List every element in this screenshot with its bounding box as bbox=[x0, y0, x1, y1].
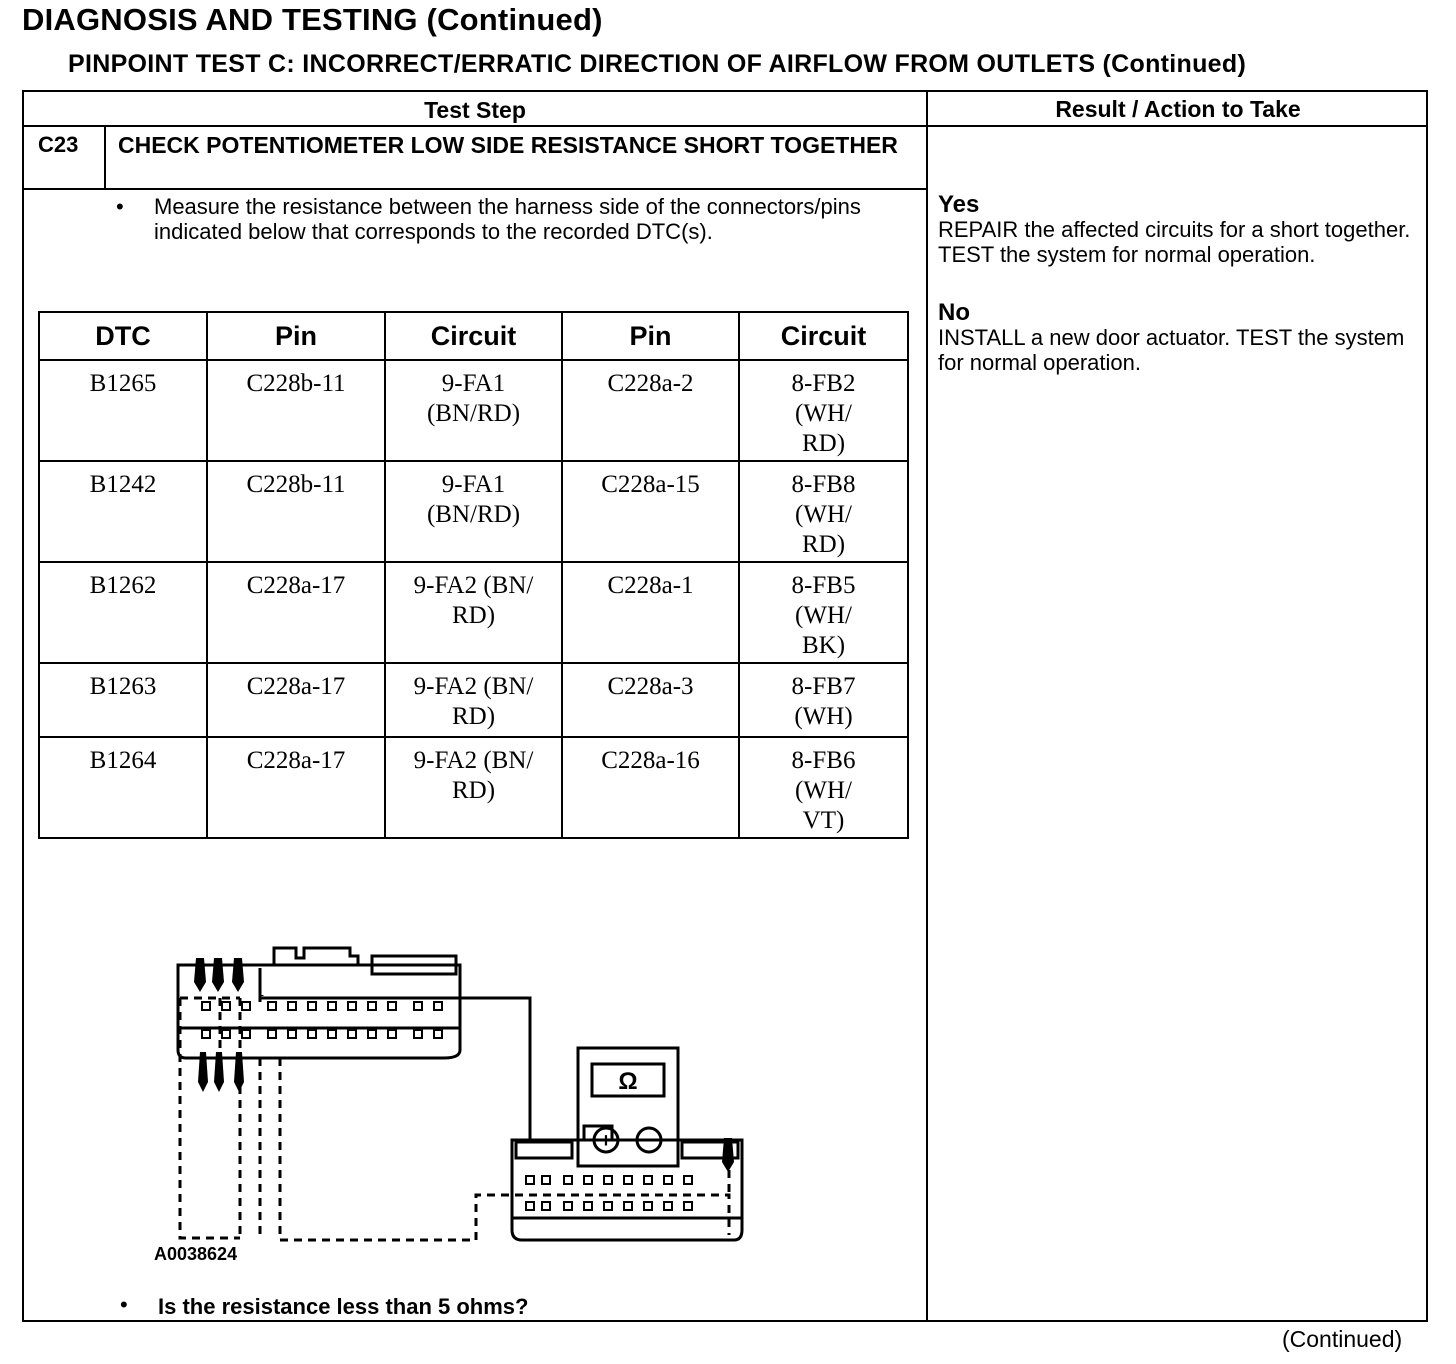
yes-label: Yes bbox=[938, 191, 980, 218]
instruction-text: Measure the resistance between the harness side of the connectors/pins indicated below that corresponds to the recorded DTC(s). bbox=[154, 194, 861, 244]
plus-symbol: + bbox=[600, 1130, 612, 1152]
solid-wire-plus bbox=[260, 996, 594, 1140]
result-no bbox=[938, 300, 1418, 375]
cell-pin: C228a-17 bbox=[207, 562, 385, 663]
cell-pin-2: C228a-16 bbox=[562, 737, 739, 838]
header-circuit-2: Circuit bbox=[739, 312, 908, 360]
cell-dtc: B1262 bbox=[39, 562, 207, 663]
cell-circuit: 9-FA2 (BN/ RD) bbox=[385, 737, 562, 838]
cell-pin: C228b-11 bbox=[207, 360, 385, 461]
table-row bbox=[39, 461, 908, 562]
header-circuit: Circuit bbox=[385, 312, 562, 360]
no-text: INSTALL a new door actuator. TEST the system for normal operation. bbox=[938, 325, 1405, 375]
probe-tip bbox=[232, 958, 244, 992]
step-code: C23 bbox=[38, 132, 79, 157]
cell-pin-2: C228a-2 bbox=[562, 360, 739, 461]
cell-circuit: 9-FA2 (BN/ RD) bbox=[385, 663, 562, 737]
cell-circuit-2: 8-FB6 (WH/ VT) bbox=[739, 737, 908, 838]
cell-circuit-2: 8-FB8 (WH/ RD) bbox=[739, 461, 908, 562]
cell-circuit: 9-FA2 (BN/ RD) bbox=[385, 562, 562, 663]
question-bullet: • bbox=[120, 1292, 128, 1317]
dtc-table bbox=[38, 311, 909, 839]
table-header-row bbox=[39, 312, 908, 360]
instruction-bullet: • bbox=[116, 194, 124, 219]
page-title: DIAGNOSIS AND TESTING (Continued) bbox=[22, 2, 603, 37]
cell-circuit-2: 8-FB7 (WH) bbox=[739, 663, 908, 737]
cell-circuit: 9-FA1 (BN/RD) bbox=[385, 360, 562, 461]
cell-dtc: B1265 bbox=[39, 360, 207, 461]
table-row bbox=[39, 737, 908, 838]
dashed-wire-3 bbox=[280, 1058, 729, 1240]
minus-symbol: − bbox=[643, 1130, 655, 1152]
probe-tip bbox=[212, 958, 224, 992]
table-row bbox=[39, 562, 908, 663]
upper-connector-latch bbox=[274, 948, 358, 965]
wiring-diagram bbox=[144, 900, 764, 1250]
table-row bbox=[39, 663, 908, 737]
test-step-header: Test Step bbox=[424, 97, 526, 123]
lower-connector-tab bbox=[516, 1142, 572, 1158]
step-title-divider bbox=[24, 188, 926, 190]
cell-pin: C228b-11 bbox=[207, 461, 385, 562]
cell-pin-2: C228a-1 bbox=[562, 562, 739, 663]
step-question: Is the resistance less than 5 ohms? bbox=[158, 1294, 529, 1319]
step-title: CHECK POTENTIOMETER LOW SIDE RESISTANCE SHORT TOGETHER bbox=[118, 132, 898, 158]
cell-circuit-2: 8-FB5 (WH/ BK) bbox=[739, 562, 908, 663]
cell-pin: C228a-17 bbox=[207, 737, 385, 838]
cell-dtc: B1242 bbox=[39, 461, 207, 562]
result-header: Result / Action to Take bbox=[1055, 96, 1301, 122]
probe-tip bbox=[722, 1138, 734, 1172]
header-divider bbox=[24, 125, 1426, 127]
column-divider bbox=[926, 92, 928, 1320]
cell-dtc: B1263 bbox=[39, 663, 207, 737]
cell-circuit: 9-FA1 (BN/RD) bbox=[385, 461, 562, 562]
cell-pin-2: C228a-3 bbox=[562, 663, 739, 737]
cell-dtc: B1264 bbox=[39, 737, 207, 838]
step-code-divider bbox=[104, 127, 106, 188]
page-subtitle: PINPOINT TEST C: INCORRECT/ERRATIC DIRECTION OF AIRFLOW FROM OUTLETS (Continued) bbox=[68, 50, 1247, 78]
figure-label: A0038624 bbox=[154, 1244, 238, 1264]
cell-pin: C228a-17 bbox=[207, 663, 385, 737]
continued-note: (Continued) bbox=[1282, 1326, 1403, 1352]
header-pin: Pin bbox=[207, 312, 385, 360]
table-row bbox=[39, 360, 908, 461]
no-label: No bbox=[938, 299, 970, 326]
cell-circuit-2: 8-FB2 (WH/ RD) bbox=[739, 360, 908, 461]
header-pin-2: Pin bbox=[562, 312, 739, 360]
ohm-symbol: Ω bbox=[618, 1068, 638, 1095]
test-frame bbox=[22, 90, 1428, 1322]
probe-tip bbox=[194, 958, 206, 992]
yes-text: REPAIR the affected circuits for a short together. TEST the system for normal operation. bbox=[938, 217, 1411, 267]
lower-connector-body bbox=[512, 1140, 742, 1240]
result-yes bbox=[938, 192, 1418, 267]
cell-pin-2: C228a-15 bbox=[562, 461, 739, 562]
header-dtc: DTC bbox=[39, 312, 207, 360]
